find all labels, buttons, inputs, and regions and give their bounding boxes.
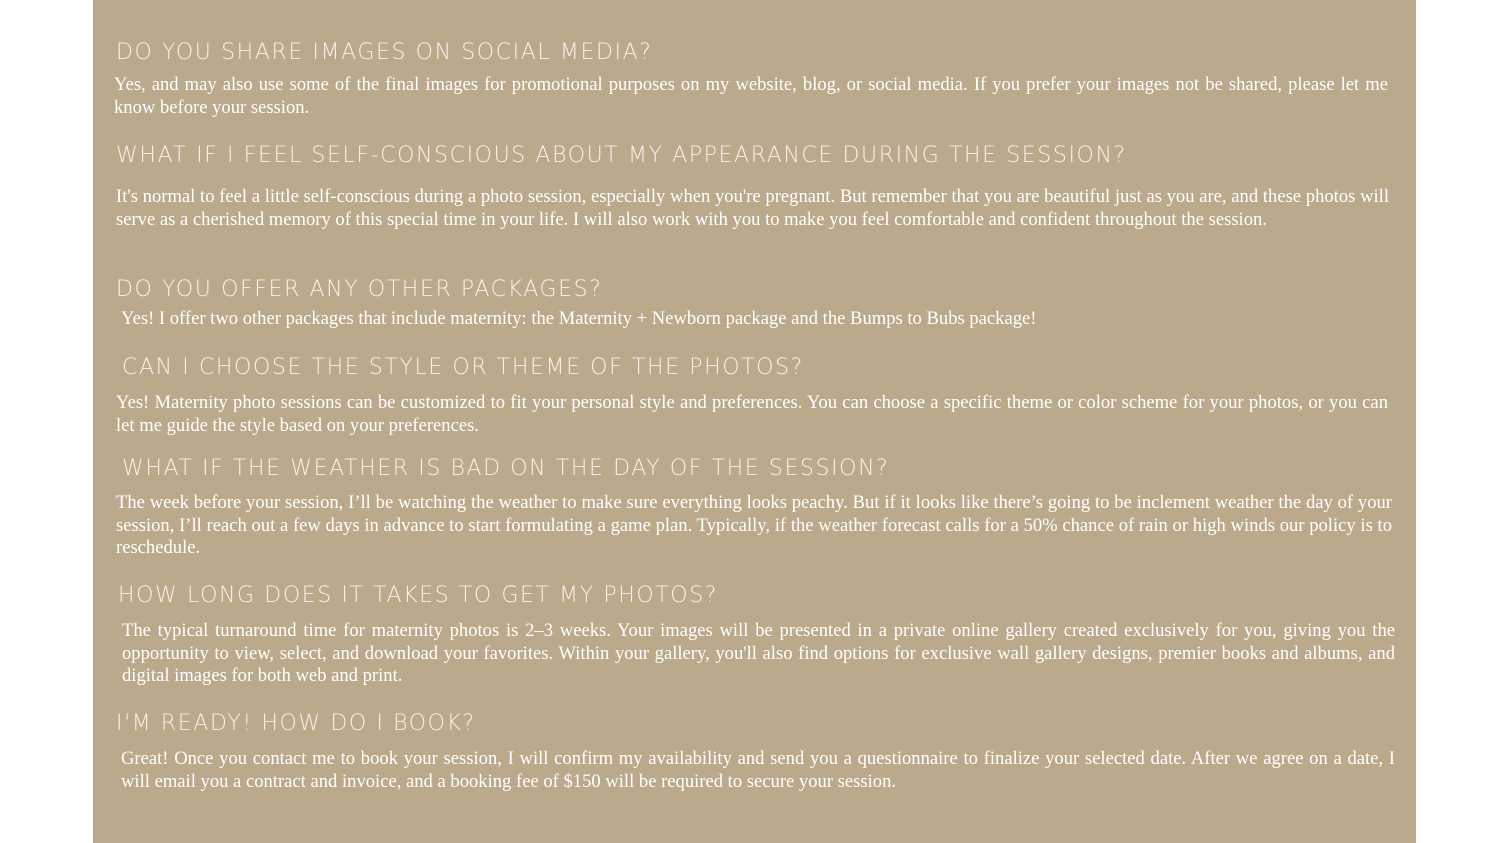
faq-question-turnaround: HOW LONG DOES IT TAKES TO GET MY PHOTOS? xyxy=(118,583,719,608)
faq-question-booking: I'M READY! HOW DO I BOOK? xyxy=(116,711,476,736)
faq-answer-booking: Great! Once you contact me to book your session, I will confirm my availability and send you a questionnaire to finalize your selected date. After we agree on a date, I will email you a contract and invoice, and a booking fee of $150 will be required to secure your session. xyxy=(121,748,1395,792)
faq-answer-turnaround: The typical turnaround time for maternity photos is 2–3 weeks. Your images will be presented in a private online gallery created exclusively for you, giving you the opportunity to view, select, and download your favorites. Within your gallery, you'll also find options for exclusive wall gallery designs, premier books and albums, and digital images for both web and print. xyxy=(122,620,1395,686)
faq-question-style-theme: CAN I CHOOSE THE STYLE OR THEME OF THE PHOTOS? xyxy=(122,355,804,380)
faq-panel xyxy=(93,0,1416,843)
faq-answer-self-conscious: It's normal to feel a little self-conscious during a photo session, especially when you're pregnant. But remember that you are beautiful just as you are, and these photos will serve as a cherished memory of this special time in your life. I will also work with you to make you feel comfortable and confident throughout the session. xyxy=(116,186,1389,230)
faq-answer-other-packages: Yes! I offer two other packages that include maternity: the Maternity + Newborn package and the Bumps to Bubs package! xyxy=(121,308,1037,329)
faq-answer-social-media: Yes, and may also use some of the final images for promotional purposes on my website, blog, or social media. If you prefer your images not be shared, please let me know before your session. xyxy=(114,74,1388,118)
faq-answer-style-theme: Yes! Maternity photo sessions can be customized to fit your personal style and preferences. You can choose a specific theme or color scheme for your photos, or you can let me guide the style based on your preferences. xyxy=(116,392,1388,436)
faq-question-weather: WHAT IF THE WEATHER IS BAD ON THE DAY OF THE SESSION? xyxy=(122,456,890,481)
faq-answer-weather: The week before your session, I’ll be watching the weather to make sure everything looks peachy. But if it looks like there’s going to be inclement weather the day of your session, I’ll reach out a few days in advance to start formulating a game plan. Typically, if the weather forecast calls for a 50% chance of rain or high winds our policy is to reschedule. xyxy=(116,492,1392,558)
faq-question-other-packages: DO YOU OFFER ANY OTHER PACKAGES? xyxy=(116,277,603,302)
faq-question-social-media: DO YOU SHARE IMAGES ON SOCIAL MEDIA? xyxy=(116,40,653,65)
faq-question-self-conscious: WHAT IF I FEEL SELF-CONSCIOUS ABOUT MY APPEARANCE DURING THE SESSION? xyxy=(116,143,1127,168)
